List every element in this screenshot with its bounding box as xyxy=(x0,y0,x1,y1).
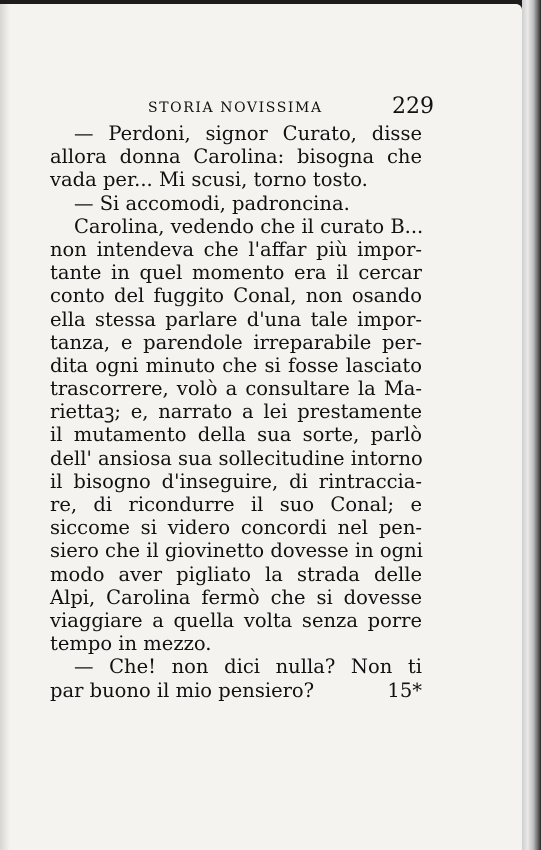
text-line: non intendeva che l'affar più impor- xyxy=(50,237,422,261)
signature-mark: 15* xyxy=(387,678,422,702)
text-line: siccome si videro concordi nel pen- xyxy=(50,516,422,540)
text-line: trascorrere, volò a consultare la Ma- xyxy=(50,377,422,401)
running-title: STORIA NOVISSIMA xyxy=(148,100,323,116)
text-line: tempo in mezzo. xyxy=(50,632,212,656)
text-line: conto del fuggito Conal, non osando xyxy=(50,284,422,308)
text-line: Carolina, vedendo che il curato B... xyxy=(74,214,424,238)
text-line: re, di ricondurre il suo Conal; e xyxy=(50,493,422,516)
page-number: 229 xyxy=(392,94,434,119)
text-line: tante in quel momento era il cercar xyxy=(50,261,422,285)
text-line: siero che il giovinetto dovesse in ogni xyxy=(50,539,423,563)
text-line: allora donna Carolina: bisogna che xyxy=(50,145,422,169)
text-line: riettaꝫ; e, narrato a lei prestamente xyxy=(50,400,422,424)
text-line: dita ogni minuto che si fosse lasciato xyxy=(50,353,422,377)
last-line-text: par buono il mio pensiero? xyxy=(50,678,315,702)
page-edge xyxy=(522,0,541,850)
running-head xyxy=(148,96,434,122)
text-line: Alpi, Carolina fermò che si dovesse xyxy=(50,585,422,609)
text-line: il bisogno d'inseguire, di rintraccia- xyxy=(50,469,422,493)
text-line: — Si accomodi, padroncina. xyxy=(74,191,350,215)
text-line: — Perdoni, signor Curato, disse xyxy=(74,122,422,145)
text-line: il mutamento della sua sorte, parlò xyxy=(50,423,422,447)
text-line: modo aver pigliato la strada delle xyxy=(50,562,422,586)
text-line: — Che! non dici nulla? Non ti xyxy=(74,655,422,679)
text-line: vada per... Mi scusi, torno tosto. xyxy=(50,168,368,192)
text-line: tanza, e parendole irreparabile per- xyxy=(50,330,422,354)
text-line: viaggiare a quella volta senza porre xyxy=(50,608,422,632)
last-text-line xyxy=(50,679,422,702)
spine-shadow xyxy=(0,4,10,850)
body-text xyxy=(50,122,422,702)
text-line: dell' ansiosa sua sollecitudine intorno xyxy=(50,446,423,470)
text-line: ella stessa parlare d'una tale impor- xyxy=(50,307,422,331)
